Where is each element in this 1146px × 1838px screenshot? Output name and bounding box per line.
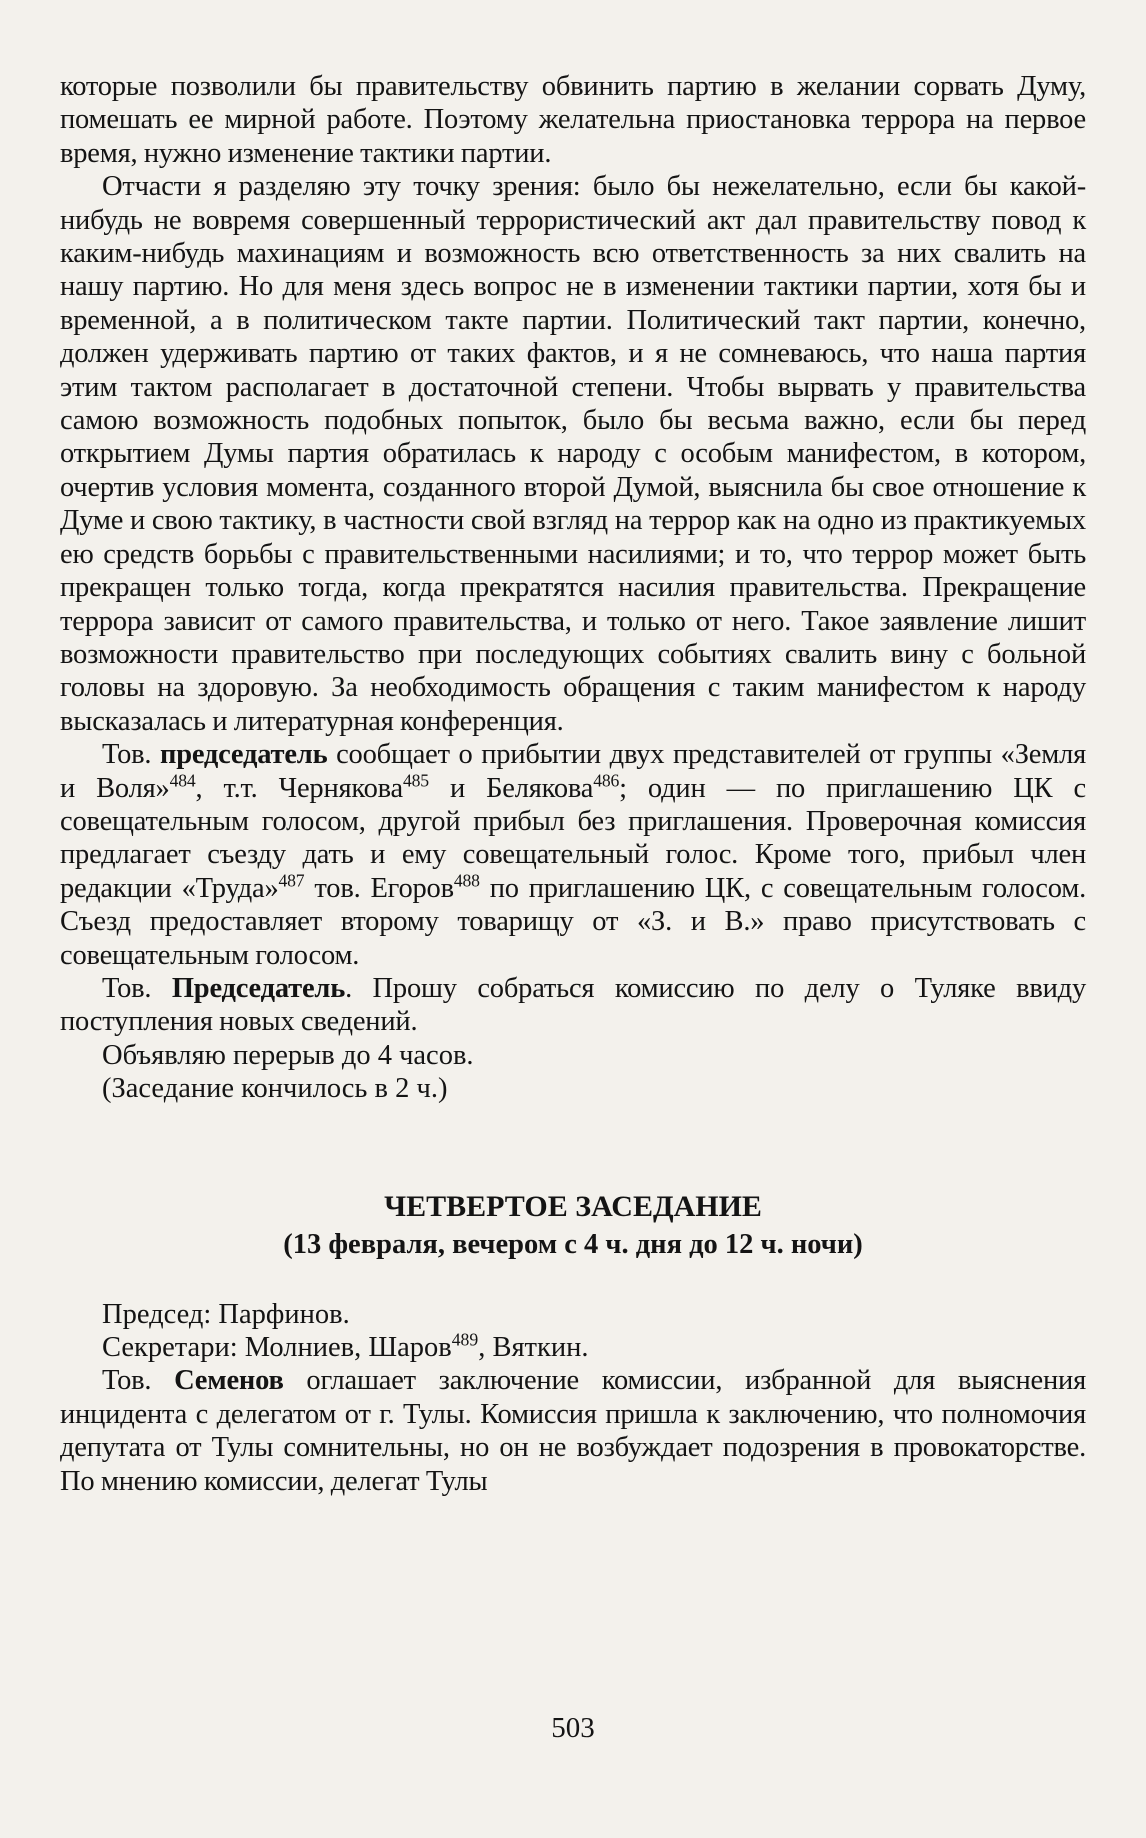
paragraph-opinion: Отчасти я разделяю эту точку зрения: было бы нежелательно, если бы какой-нибудь не вовремя совершенный террористический акт дал правительству повод к каким-нибудь махинациям и возможность всю ответственность за них свалить на нашу партию. Но для меня здесь вопрос не в изменении тактики партии, хотя бы и временной, а в политическом такте партии. Политический такт партии, конечно, должен удерживать партию от таких фактов, и я не сомневаюсь, что наша партия этим тактом располагает в достаточной степени. Чтобы вырвать у правительства самою возможность подобных попыток, было бы весьма важно, если бы перед открытием Думы партия обратилась к народу с особым манифестом, в котором, очертив условия момента, созданного второй Думой, выяснила бы свое отношение к Думе и свою тактику, в частности свой взгляд на террор как на одно из практикуемых ею средств борьбы с правительственными насилиями; и то, что террор может быть прекращен только тогда, когда прекратятся насилия правительства. Прекращение террора зависит от самого правительства, и только от него. Такое заявление лишит возможности правительство при последующих событиях свалить вину с больной головы на здоровую. За необходимость обращения с таким манифестом к народу высказалась и литературная конференция. xyxy=(60,171,1086,737)
session-title: ЧЕТВЕРТОЕ ЗАСЕДАНИЕ xyxy=(384,1189,762,1223)
paragraph-semenov xyxy=(60,1364,1086,1498)
text-segment: Секретари: Молниев, Шаров xyxy=(102,1332,452,1363)
text-segment: , Вяткин. xyxy=(478,1332,589,1363)
text-segment: тов. Егоров xyxy=(304,872,454,904)
page-number: 503 xyxy=(551,1712,595,1744)
speaker-name-chairman: председатель xyxy=(159,739,328,771)
speaker-prefix: Тов. xyxy=(102,739,160,771)
text-segment: ; один — по приглашению ЦК с совещательным голосом, другой прибыл без приглашения. Проверочная комиссия предлагает съезду дать и ему совещательный голос. Кроме того, прибыл член редакции «Труда» xyxy=(60,772,1086,904)
paragraph-secretaries xyxy=(60,1331,1086,1364)
footnote-ref-488: 488 xyxy=(453,870,480,891)
text-segment: и Белякова xyxy=(428,772,594,804)
page-body xyxy=(60,70,1086,1498)
paragraph-presiding: Председ: Парфинов. xyxy=(102,1298,350,1330)
paragraph-chairman-announcement xyxy=(60,738,1086,972)
paragraph-intro: которые позволили бы правительству обвинить партию в желании сорвать Думу, помешать ее мирной работе. Поэтому желательна приостановка террора на первое время, нужно изменение тактики партии. xyxy=(60,71,1086,169)
speaker-prefix: Тов. xyxy=(102,972,172,1004)
text-segment: сообщает о прибытии двух представителей от группы «Земля и Воля» xyxy=(60,739,1086,804)
footnote-ref-487: 487 xyxy=(278,870,305,891)
paragraph-break-announcement: Объявляю перерыв до 4 часов. xyxy=(102,1039,474,1071)
text-segment: оглашает заключение комиссии, избранной для выяснения инцидента с делегатом от г. Тулы. Комиссия пришла к заключению, что полномочия депутата от Тулы сомнительны, но он не возбуждает подозрения в провокаторстве. По мнению комиссии, делегат Тулы xyxy=(60,1365,1086,1497)
text-segment: , т.т. Чернякова xyxy=(195,772,403,804)
footnote-ref-485: 485 xyxy=(403,769,429,790)
speaker-name-semenov: Семенов xyxy=(174,1365,284,1397)
speaker-name-chairman: Председатель xyxy=(171,972,346,1004)
footnote-ref-486: 486 xyxy=(593,769,620,790)
paragraph-session-ended: (Заседание кончилось в 2 ч.) xyxy=(102,1073,448,1105)
text-segment: по приглашению ЦК, с совещательным голосом. Съезд предоставляет второму товарищу от «З. и В.» право присутствовать с совещательным голосом. xyxy=(60,872,1087,971)
footnote-ref-484: 484 xyxy=(169,769,196,790)
session-heading xyxy=(60,1188,1086,1264)
text-segment: . Прошу собраться комиссию по делу о Туляке ввиду поступления новых сведений. xyxy=(60,972,1086,1038)
footnote-ref-489: 489 xyxy=(451,1329,479,1350)
speaker-prefix: Тов. xyxy=(102,1365,175,1397)
session-date: (13 февраля, вечером с 4 ч. дня до 12 ч. ночи) xyxy=(283,1228,863,1260)
paragraph-chairman-commission xyxy=(60,972,1086,1039)
